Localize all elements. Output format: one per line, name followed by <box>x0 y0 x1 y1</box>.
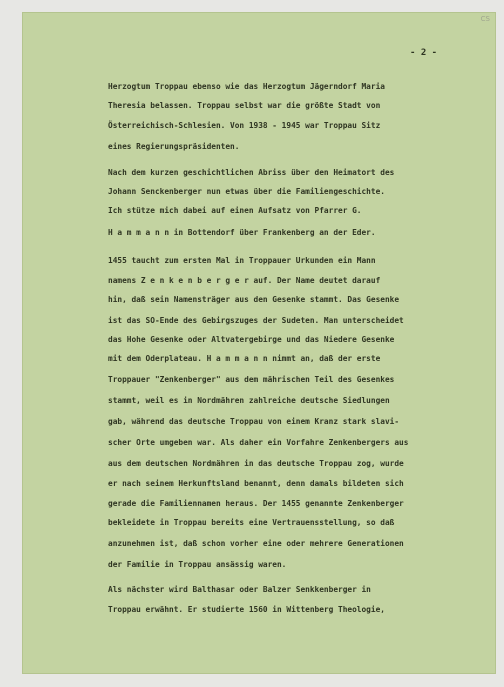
text-line: gerade die Familiennamen heraus. Der 1455 genannte Zenkenberger <box>108 499 404 508</box>
text-line: Als nächster wird Balthasar oder Balzer Senkkenberger in <box>108 585 371 594</box>
text-line: Herzogtum Troppau ebenso wie das Herzogtum Jägerndorf Maria <box>108 82 385 91</box>
text-line: er nach seinem Herkunftsland benannt, denn damals bildeten sich <box>108 479 404 488</box>
text-line: H a m m a n n in Bottendorf über Frankenberg an der Eder. <box>108 228 376 237</box>
text-line: anzunehmen ist, daß schon vorher eine oder mehrere Generationen <box>108 539 404 548</box>
page-number: - 2 - <box>410 48 438 58</box>
text-line: mit dem Oderplateau. H a m m a n n nimmt an, daß der erste <box>108 354 381 363</box>
text-line: der Familie in Troppau ansässig waren. <box>108 560 287 569</box>
text-line: aus dem deutschen Nordmähren in das deutsche Troppau zog, wurde <box>108 459 404 468</box>
text-line: gab, während das deutsche Troppau von einem Kranz stark slavi- <box>108 417 400 426</box>
text-line: das Hohe Gesenke oder Altvatergebirge und das Niedere Gesenke <box>108 335 395 344</box>
text-line: bekleidete in Troppau bereits eine Vertrauensstellung, so daß <box>108 518 395 527</box>
text-line: scher Orte umgeben war. Als daher ein Vorfahre Zenkenbergers aus <box>108 438 409 447</box>
text-line: hin, daß sein Namensträger aus den Gesenke stammt. Das Gesenke <box>108 295 400 304</box>
text-line: 1455 taucht zum ersten Mal in Troppauer Urkunden ein Mann <box>108 256 376 265</box>
text-line: Theresia belassen. Troppau selbst war die größte Stadt von <box>108 101 381 110</box>
text-line: Ich stütze mich dabei auf einen Aufsatz von Pfarrer G. <box>108 206 362 215</box>
text-line: Troppauer "Zenkenberger" aus dem mährischen Teil des Gesenkes <box>108 375 395 384</box>
text-line: Johann Senckenberger nun etwas über die Familiengeschichte. <box>108 187 385 196</box>
text-line: stammt, weil es in Nordmähren zahlreiche deutsche Siedlungen <box>108 396 390 405</box>
text-line: Nach dem kurzen geschichtlichen Abriss über den Heimatort des <box>108 168 395 177</box>
archive-pencil-mark: CS <box>480 15 490 23</box>
text-line: Troppau erwähnt. Er studierte 1560 in Wittenberg Theologie, <box>108 605 385 614</box>
text-line: Österreichisch-Schlesien. Von 1938 - 1945 war Troppau Sitz <box>108 121 381 130</box>
text-line: eines Regierungspräsidenten. <box>108 142 240 151</box>
text-line: namens Z e n k e n b e r g e r auf. Der Name deutet darauf <box>108 276 381 285</box>
text-line: ist das SO-Ende des Gebirgszuges der Sudeten. Man unterscheidet <box>108 316 404 325</box>
